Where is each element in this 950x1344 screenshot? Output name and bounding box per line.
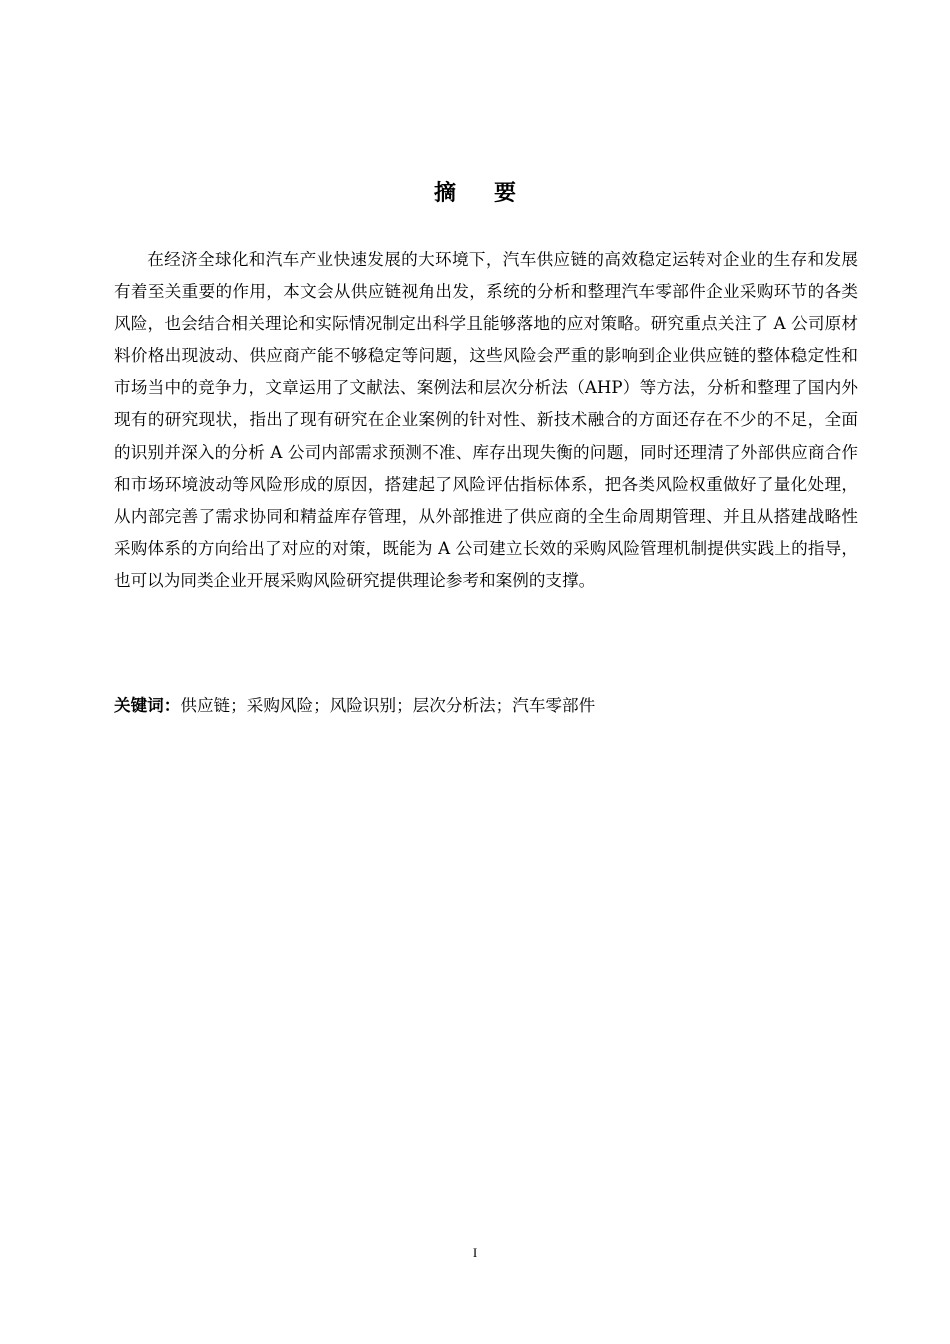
keywords-label: 关键词： [114,696,181,715]
page-number: I [472,1245,478,1260]
abstract-body: 在经济全球化和汽车产业快速发展的大环境下，汽车供应链的高效稳定运转对企业的生存和发展有着至关重要的作用，本文会从供应链视角出发，系统的分析和整理汽车零部件企业采购环节的各类风险，也会结合相关理论和实际情况制定出科学且能够落地的应对策略。研究重点关注了 A 公司原材料价格出现波动、供应商产能不够稳定等问题，这些风险会严重的影响到企业供应链的整体稳定性和市场当中的竞争力，文章运用了文献法、案例法和层次分析法（AHP）等方法，分析和整理了国内外现有的研究现状，指出了现有研究在企业案例的针对性、新技术融合的方面还存在不少的不足，全面的识别并深入的分析 A 公司内部需求预测不准、库存出现失衡的问题，同时还理清了外部供应商合作和市场环境波动等风险形成的原因，搭建起了风险评估指标体系，把各类风险权重做好了量化处理，从内部完善了需求协同和精益库存管理，从外部推进了供应商的全生命周期管理、并且从搭建战略性采购体系的方向给出了对应的对策，既能为 A 公司建立长效的采购风险管理机制提供实践上的指导，也可以为同类企业开展采购风险研究提供理论参考和案例的支撑。 [114,250,858,590]
keywords-value: 供应链；采购风险；风险识别；层次分析法；汽车零部件 [180,696,596,715]
abstract-title: 摘要 [433,181,554,206]
keywords-line [114,690,858,722]
